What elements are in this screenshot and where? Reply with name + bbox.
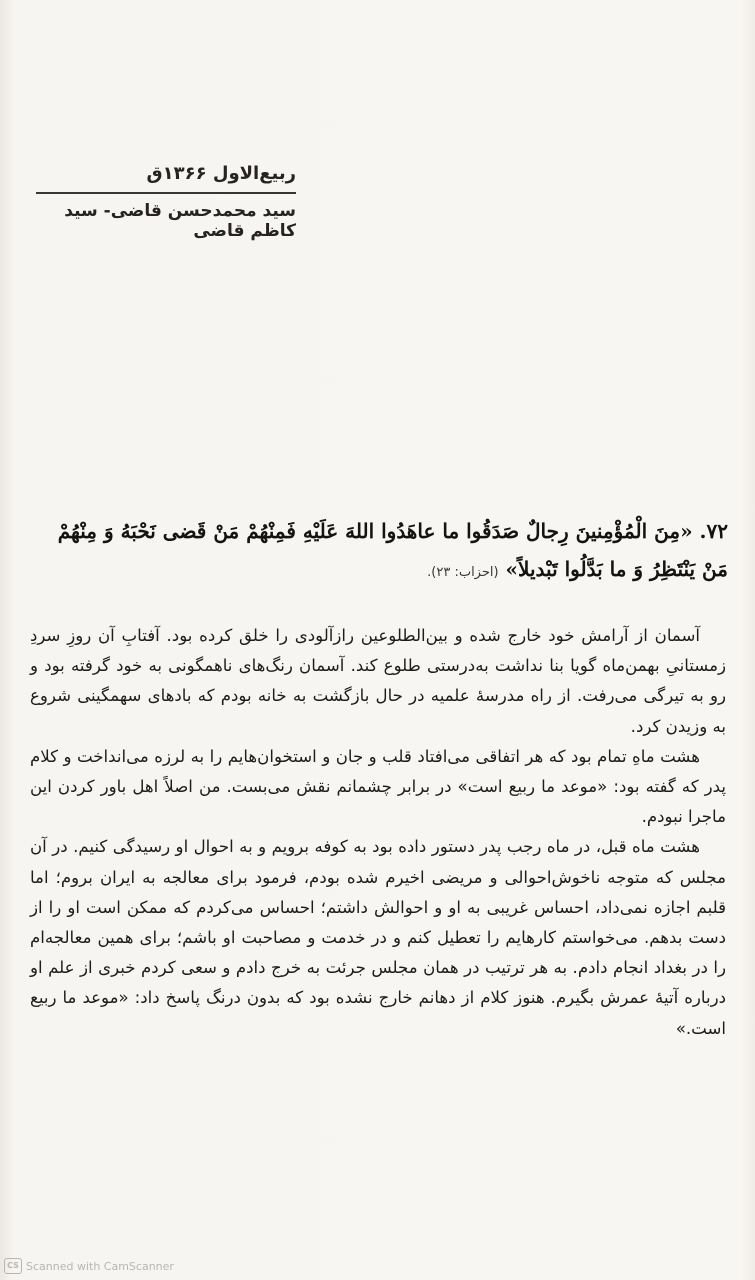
page-header-names: سید محمدحسن قاضی- سید کاظم قاضی (64, 201, 296, 241)
verse-text: «مِنَ الْمُؤْمِنینَ رِجالٌ صَدَقُوا ما عاهَدُوا اللهَ عَلَیْهِ فَمِنْهُمْ مَنْ قَضی نَحْبَهُ وَ مِنْهُمْ مَنْ یَنْتَظِرُ وَ ما بَدَّلُوا تَبْدیلاً» (57, 519, 728, 581)
paragraph: هشت ماهِ تمام بود که هر اتفاقی می‌افتاد قلب و جان و استخوان‌هایم را به لرزه می‌انداخت و کلام پدر که گفته بود: «موعد ما ربیع است» در برابر چشمانم نقش می‌بست. من اصلاً اهل باور کردن این ماجرا نبودم. (30, 746, 726, 827)
verse-reference: (احزاب: ۲۳). (427, 565, 499, 580)
paragraph: هشت ماه قبل، در ماه رجب پدر دستور داده بود به کوفه برویم و به احوال او رسیدگی کنیم. در آن مجلس که متوجه ناخوش‌احوالی و مریضی اخیرم شده بودم، فرمود برای معالجه به ایران بروم؛ اما قلبم اجازه نمی‌داد، احساس غریبی به او و احوالش داشتم؛ احساس می‌کردم که ممکن است او را از دست بدهم. می‌خواستم کارهایم را تعطیل کنم و در خدمت و مصاحبت او باشم؛ برای همین معالجه‌ام را در بغداد انجام دادم. به هر ترتیب در همان مجلس جرئت به خرج دادم و سعی کردم خبری از علم او درباره آتیهٔ عمرش بگیرم. هنوز کلام از دهانم خارج نشده بود که بدون درنگ پاسخ داد: «موعد ما ربیع است.» (30, 837, 726, 1038)
quran-verse-block (30, 512, 728, 592)
paragraph: آسمان از آرامش خود خارج شده و بین‌الطلوعین رازآلودی را خلق کرده بود. آفتابِ آن روزِ سردِ زمستانیِ بهمن‌ماه گویا بنا نداشت به‌درستی طلوع کند. آسمان رنگ‌های ناهمگونی به خود گرفته بود و رو به تیرگی می‌رفت. از راه مدرسهٔ علمیه در حال بازگشت به خانه بودم که بادهای سهمگینی شروع به وزیدن کرد. (30, 626, 726, 736)
page-header-date: ربیع‌الاول ۱۳۶۶ق (146, 163, 296, 184)
body-text (30, 621, 726, 1044)
verse-number: ۷۲. (699, 519, 728, 543)
watermark-text: Scanned with CamScanner (26, 1259, 174, 1273)
scanner-watermark (4, 1257, 174, 1275)
header-divider (36, 192, 296, 194)
camscanner-logo-icon: CS (4, 1258, 22, 1274)
